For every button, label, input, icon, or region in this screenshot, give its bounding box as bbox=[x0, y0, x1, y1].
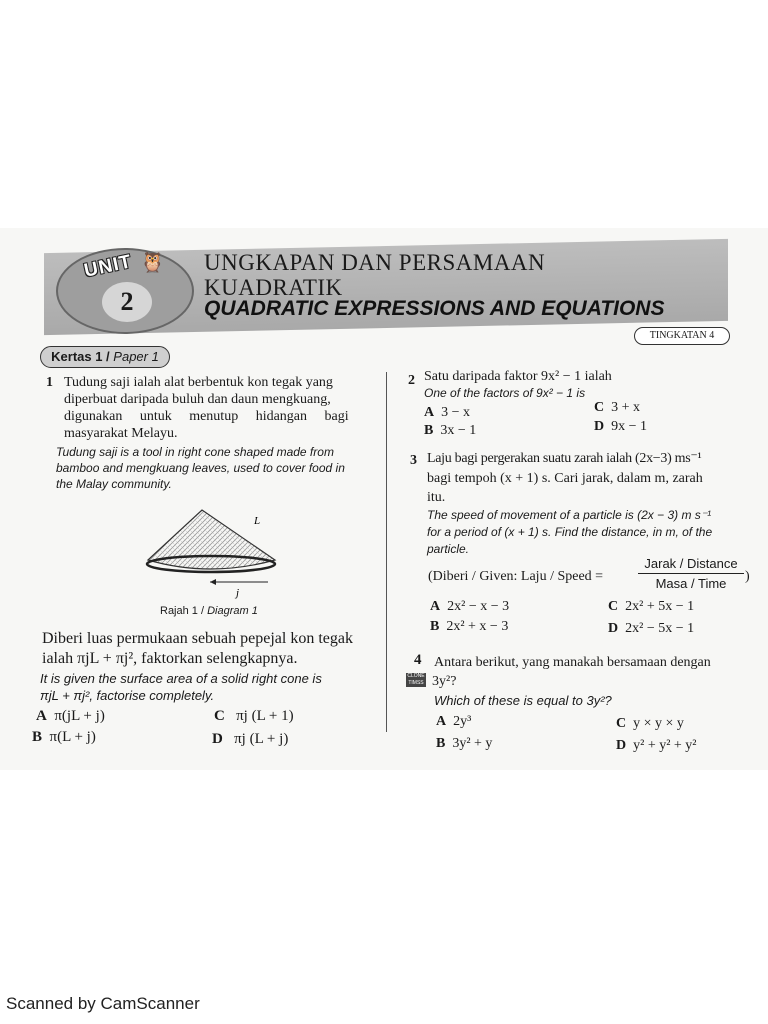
chapter-title-en: QUADRATIC EXPRESSIONS AND EQUATIONS bbox=[204, 297, 665, 320]
q2-option-b[interactable] bbox=[424, 422, 476, 439]
option-key: A bbox=[436, 714, 447, 729]
cone-diagram bbox=[140, 500, 290, 600]
chapter-title-ms-line2: KUADRATIK bbox=[204, 275, 343, 300]
column-divider bbox=[386, 372, 387, 732]
option-text: 2x² + x − 3 bbox=[446, 619, 509, 634]
option-text: y² + y² + y² bbox=[633, 738, 697, 753]
q2-ms: Satu daripada faktor 9x² − 1 ialah bbox=[424, 369, 612, 384]
paper-label-en: Paper 1 bbox=[113, 349, 159, 364]
option-text: 3 + x bbox=[611, 400, 641, 415]
option-text: 3 − x bbox=[441, 405, 471, 420]
owl-mascot-icon: 🦉 bbox=[140, 252, 165, 274]
q1-option-d[interactable] bbox=[212, 731, 288, 748]
q1-prompt-en-line1: It is given the surface area of a solid right cone is bbox=[40, 671, 322, 686]
q3-given-prefix: (Diberi / Given: Laju / Speed = bbox=[428, 569, 604, 584]
q3-option-b[interactable] bbox=[430, 618, 508, 635]
option-text: 2x² − x − 3 bbox=[447, 599, 510, 614]
q1-ms-line: diperbuat daripada buluh dan daun mengkuang, bbox=[64, 392, 331, 407]
label-j: j bbox=[236, 587, 240, 599]
q4-number: 4 bbox=[414, 652, 422, 668]
scanner-watermark: Scanned by CamScanner bbox=[6, 994, 200, 1013]
option-text: π(L + j) bbox=[49, 729, 96, 745]
option-key: A bbox=[430, 599, 441, 614]
option-key: D bbox=[212, 731, 223, 747]
q4-option-d[interactable] bbox=[616, 737, 697, 754]
option-key: B bbox=[436, 736, 446, 751]
q1-ms-line: masyarakat Melayu. bbox=[64, 426, 178, 441]
unit-label: UNIT bbox=[82, 251, 134, 282]
option-text: 2y³ bbox=[453, 714, 472, 729]
q2-en: One of the factors of 9x² − 1 is bbox=[424, 386, 586, 400]
q2-option-c[interactable] bbox=[594, 399, 640, 416]
option-key: C bbox=[608, 599, 619, 614]
option-key: D bbox=[594, 419, 605, 434]
arrowhead-left-icon bbox=[210, 579, 216, 585]
option-text: πj (L + j) bbox=[234, 731, 289, 747]
q2-number: 2 bbox=[408, 373, 415, 388]
q1-ms-line: digunakan untuk menutup hidangan bagi bbox=[64, 409, 349, 424]
option-text: 2x² − 5x − 1 bbox=[625, 621, 695, 636]
q1-option-a[interactable] bbox=[36, 708, 105, 725]
option-key: D bbox=[608, 621, 619, 636]
q1-ms-line: Tudung saji ialah alat berbentuk kon tegak yang bbox=[64, 375, 333, 390]
option-key: C bbox=[594, 400, 605, 415]
q2-option-d[interactable] bbox=[594, 418, 647, 435]
option-key: B bbox=[424, 423, 434, 438]
q3-ms-line3: itu. bbox=[427, 490, 446, 505]
q1-option-c[interactable] bbox=[214, 708, 294, 725]
fraction-numerator: Jarak / Distance bbox=[644, 556, 738, 571]
fraction-bar bbox=[638, 573, 744, 574]
q1-en-line: the Malay community. bbox=[56, 477, 172, 491]
q3-en-line3: particle. bbox=[427, 542, 470, 556]
option-key: B bbox=[32, 729, 43, 745]
q1-prompt-ms-line2: ialah πjL + πj², faktorkan selengkapnya. bbox=[42, 650, 298, 667]
caption-en: Diagram 1 bbox=[207, 605, 258, 617]
q3-option-a[interactable] bbox=[430, 598, 509, 615]
diagram-caption bbox=[160, 603, 258, 620]
q3-given-suffix: ) bbox=[745, 569, 750, 584]
q1-prompt-ms-line1: Diberi luas permukaan sebuah pepejal kon tegak bbox=[42, 630, 353, 647]
q3-en-line2: for a period of (x + 1) s. Find the distance, in m, of the bbox=[427, 525, 713, 539]
q2-option-a[interactable] bbox=[424, 404, 470, 421]
option-text: 9x − 1 bbox=[611, 419, 648, 434]
chapter-title-ms-line1: UNGKAPAN DAN PERSAMAAN bbox=[204, 250, 546, 275]
q3-option-c[interactable] bbox=[608, 598, 694, 615]
option-key: C bbox=[616, 716, 627, 731]
q1-option-b[interactable] bbox=[32, 729, 96, 746]
q3-given-fraction bbox=[638, 556, 744, 591]
option-key: A bbox=[424, 405, 435, 420]
q4-option-c[interactable] bbox=[616, 715, 684, 732]
label-L: L bbox=[254, 515, 261, 527]
q1-en-line: Tudung saji is a tool in right cone shaped made from bbox=[56, 445, 334, 459]
option-key: A bbox=[36, 708, 47, 724]
q3-number: 3 bbox=[410, 453, 417, 468]
option-text: 2x² + 5x − 1 bbox=[625, 599, 695, 614]
q3-en-line1: The speed of movement of a particle is (2x − 3) m s⁻¹ bbox=[427, 508, 712, 522]
option-text: 3x − 1 bbox=[440, 423, 477, 438]
paper-label-ms: Kertas 1 / bbox=[51, 349, 114, 364]
q4-option-a[interactable] bbox=[436, 713, 471, 730]
option-key: D bbox=[616, 738, 627, 753]
tingkatan-badge: TINGKATAN 4 bbox=[634, 327, 730, 345]
option-text: y × y × y bbox=[633, 716, 684, 731]
fraction-denominator: Masa / Time bbox=[655, 576, 727, 591]
option-text: πj (L + 1) bbox=[236, 708, 294, 724]
q4-ms-line1: Antara berikut, yang manakah bersamaan dengan bbox=[434, 655, 711, 670]
q1-prompt-en-line2: πjL + πj², factorise completely. bbox=[40, 688, 215, 703]
q1-number: 1 bbox=[46, 375, 53, 390]
unit-number: 2 bbox=[102, 282, 152, 322]
q3-ms-line1: Laju bagi pergerakan suatu zarah ialah (2x−3) ms⁻¹ bbox=[427, 451, 702, 466]
option-text: π(jL + j) bbox=[54, 708, 105, 724]
clone-timss-badge: CLONE TIMSS bbox=[407, 673, 425, 686]
caption-ms: Rajah 1 / bbox=[160, 605, 208, 617]
option-key: B bbox=[430, 619, 440, 634]
q3-option-d[interactable] bbox=[608, 620, 694, 637]
q4-en: Which of these is equal to 3y²? bbox=[434, 693, 612, 708]
paper-section-label bbox=[40, 346, 170, 368]
q4-option-b[interactable] bbox=[436, 735, 492, 752]
option-key: C bbox=[214, 708, 225, 724]
q1-en-line: bamboo and mengkuang leaves, used to cover food in bbox=[56, 461, 345, 475]
q3-ms-line2: bagi tempoh (x + 1) s. Cari jarak, dalam m, zarah bbox=[427, 471, 703, 486]
option-text: 3y² + y bbox=[452, 736, 493, 751]
q4-ms-line2: 3y²? bbox=[432, 674, 457, 689]
